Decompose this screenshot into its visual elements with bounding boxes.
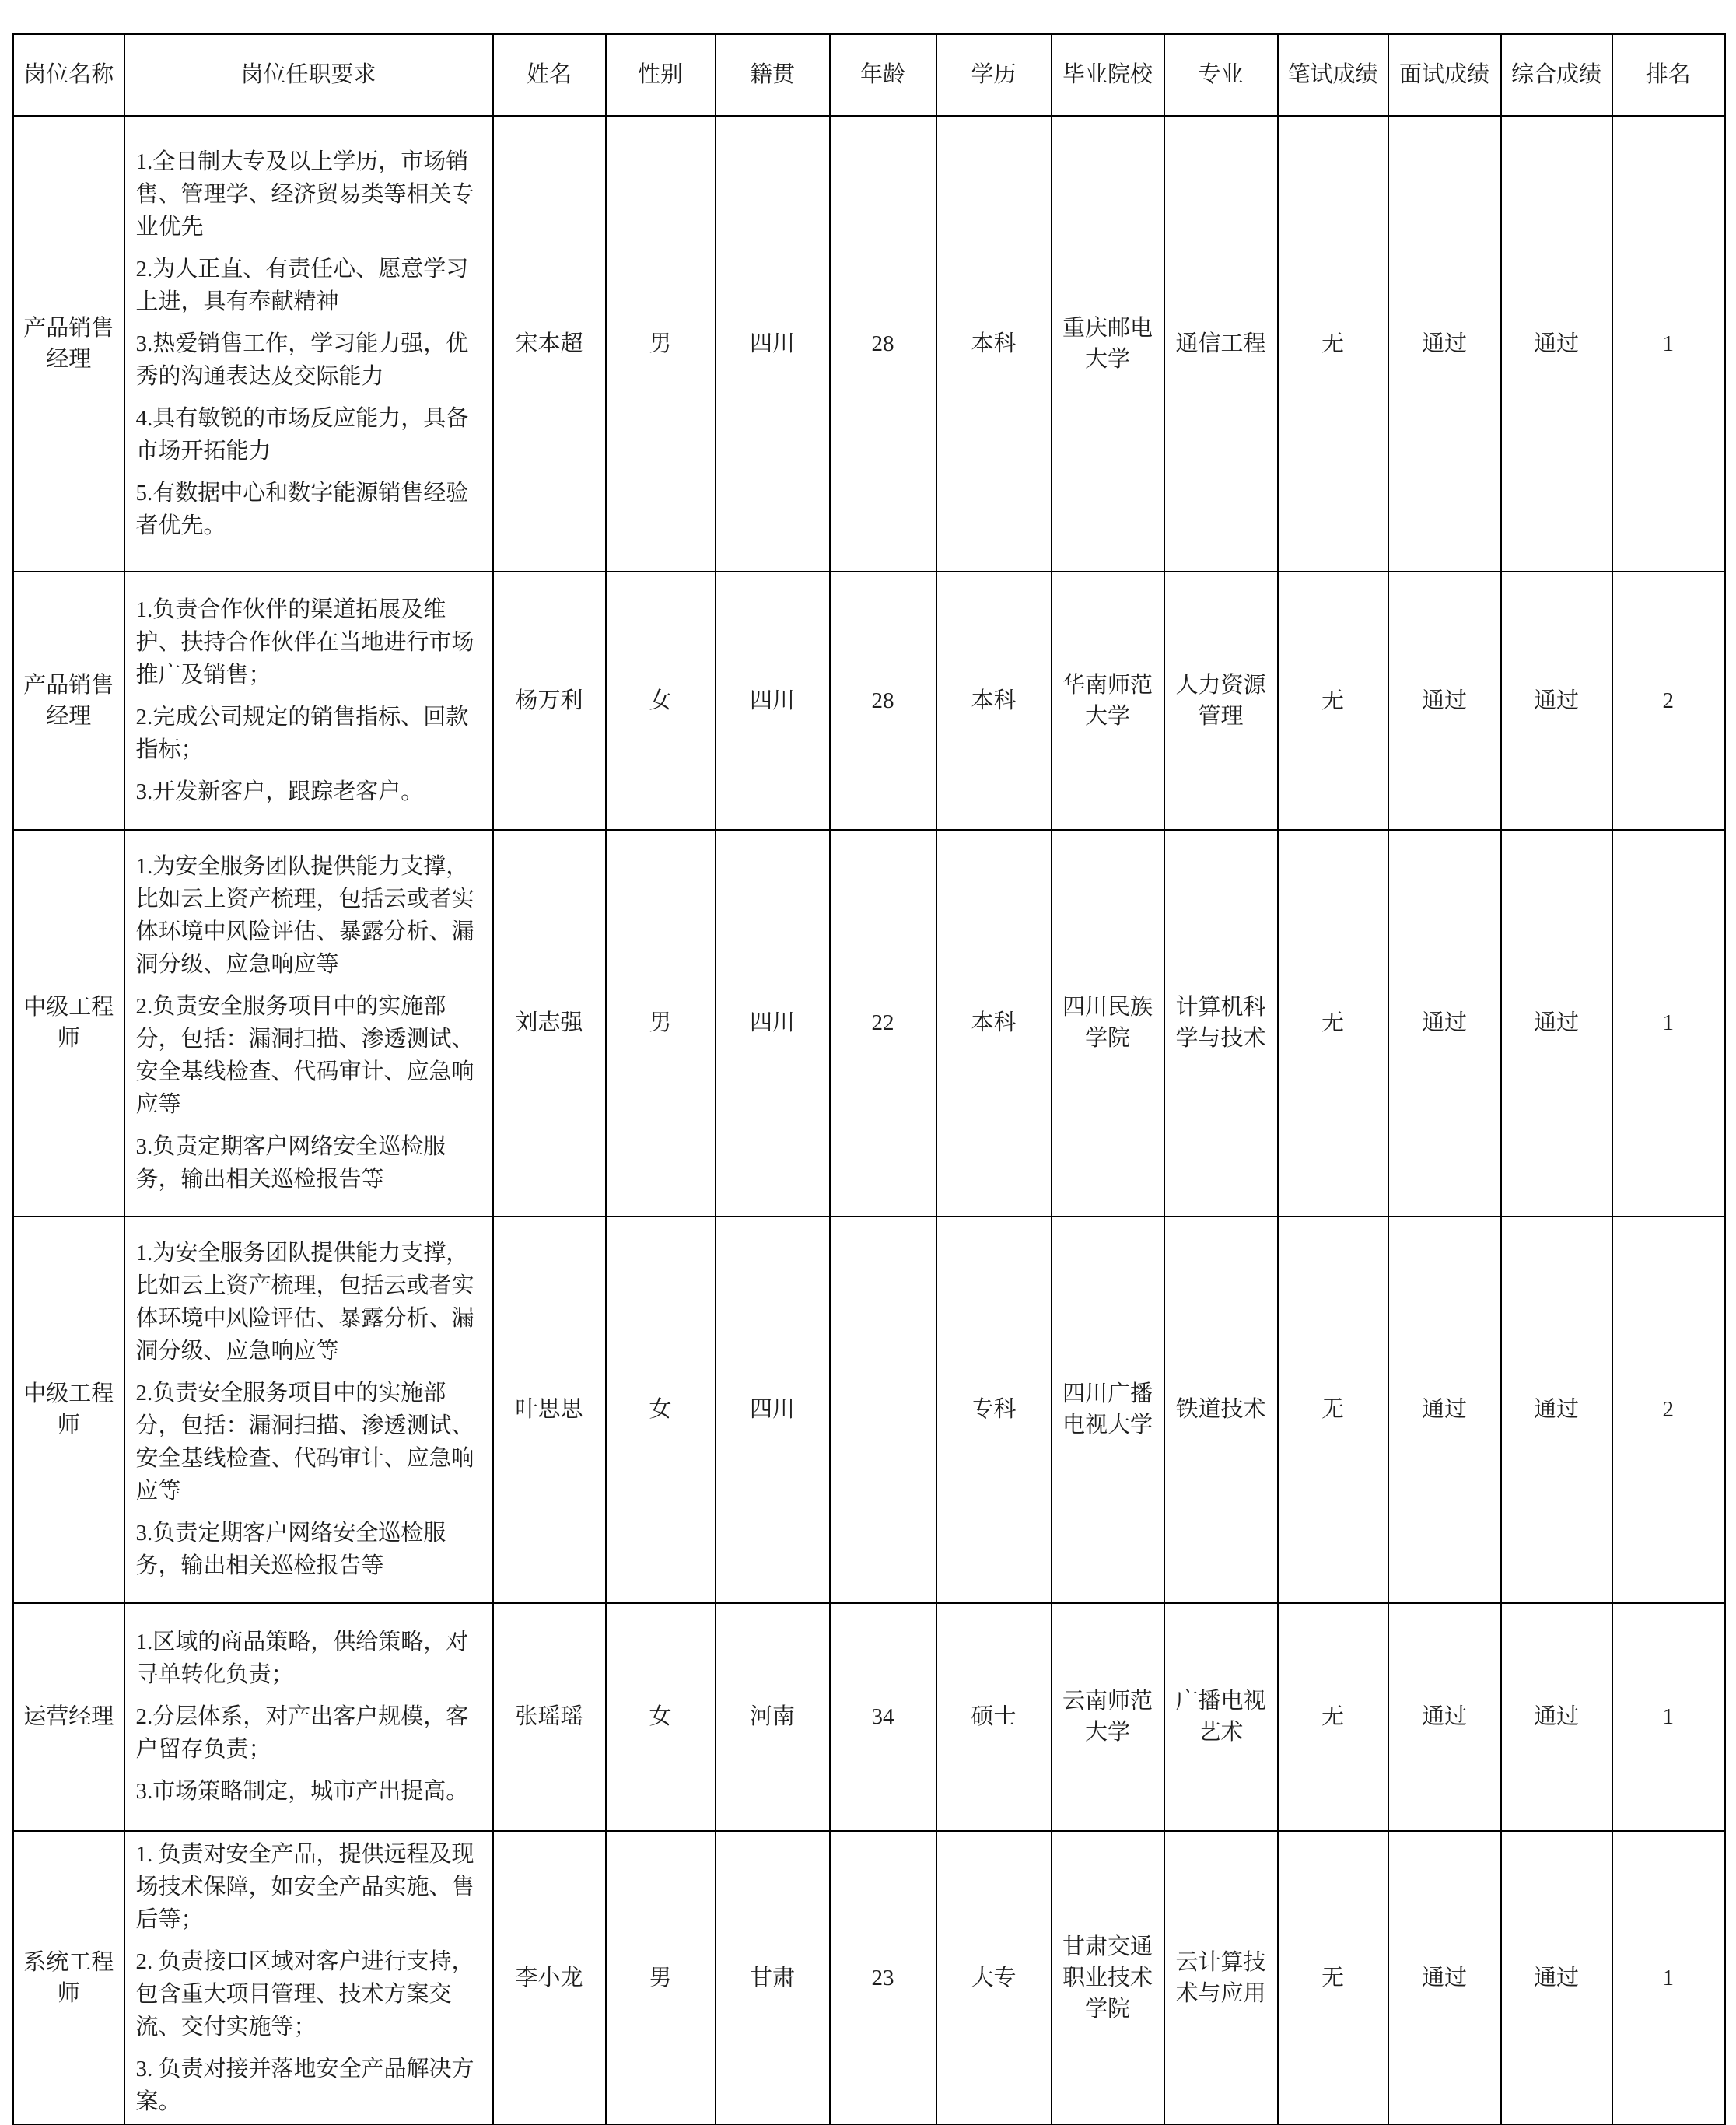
cell-requirements bbox=[124, 116, 493, 572]
cell-major: 计算机科学与技术 bbox=[1164, 830, 1278, 1217]
cell-hometown: 甘肃 bbox=[716, 1831, 830, 2125]
cell-gender: 男 bbox=[606, 830, 716, 1217]
requirement-item: 2. 负责接口区域对客户进行支持，包含重大项目管理、技术方案交流、交付实施等； bbox=[135, 1948, 474, 2039]
cell-rank: 1 bbox=[1612, 1831, 1725, 2125]
column-header: 性别 bbox=[606, 34, 716, 116]
cell-education: 本科 bbox=[936, 572, 1052, 830]
cell-position: 系统工程师 bbox=[13, 1831, 124, 2125]
cell-major: 人力资源管理 bbox=[1164, 572, 1278, 830]
cell-major: 铁道技术 bbox=[1164, 1217, 1278, 1603]
requirement-item: 3.负责定期客户网络安全巡检服务，输出相关巡检报告等 bbox=[135, 1521, 446, 1578]
cell-written-score: 无 bbox=[1278, 1217, 1388, 1603]
cell-position: 产品销售经理 bbox=[13, 572, 124, 830]
cell-rank: 2 bbox=[1612, 572, 1725, 830]
cell-position: 中级工程师 bbox=[13, 1217, 124, 1603]
cell-name: 张瑶瑶 bbox=[493, 1603, 606, 1831]
requirement-item: 3.负责定期客户网络安全巡检服务，输出相关巡检报告等 bbox=[135, 1134, 446, 1192]
requirement-item: 2.完成公司规定的销售指标、回款指标； bbox=[135, 704, 469, 762]
cell-gender: 女 bbox=[606, 1603, 716, 1831]
cell-gender: 男 bbox=[606, 116, 716, 572]
requirement-item: 4.具有敏锐的市场反应能力，具备市场开拓能力 bbox=[135, 405, 469, 464]
column-header: 岗位名称 bbox=[13, 34, 124, 116]
cell-name: 刘志强 bbox=[493, 830, 606, 1217]
cell-name: 李小龙 bbox=[493, 1831, 606, 2125]
cell-major: 云计算技术与应用 bbox=[1164, 1831, 1278, 2125]
table-row bbox=[13, 116, 1725, 572]
table-row bbox=[13, 1831, 1725, 2125]
requirement-item: 1.为安全服务团队提供能力支撑，比如云上资产梳理，包括云或者实体环境中风险评估、暴露分析、漏洞分级、应急响应等 bbox=[135, 1241, 474, 1364]
table-row bbox=[13, 1217, 1725, 1603]
cell-requirements bbox=[124, 1603, 493, 1831]
cell-education: 专科 bbox=[936, 1217, 1052, 1603]
column-header: 姓名 bbox=[493, 34, 606, 116]
cell-major: 广播电视艺术 bbox=[1164, 1603, 1278, 1831]
cell-rank: 1 bbox=[1612, 830, 1725, 1217]
cell-rank: 1 bbox=[1612, 1603, 1725, 1831]
cell-education: 硕士 bbox=[936, 1603, 1052, 1831]
recruitment-table bbox=[12, 33, 1726, 2125]
requirement-item: 1.负责合作伙伴的渠道拓展及维护、扶持合作伙伴在当地进行市场推广及销售； bbox=[135, 597, 474, 688]
cell-interview-score: 通过 bbox=[1388, 116, 1501, 572]
cell-school: 云南师范大学 bbox=[1052, 1603, 1164, 1831]
cell-overall-score: 通过 bbox=[1501, 830, 1612, 1217]
requirement-item: 2.为人正直、有责任心、愿意学习上进，具有奉献精神 bbox=[135, 256, 469, 314]
cell-overall-score: 通过 bbox=[1501, 116, 1612, 572]
cell-age: 28 bbox=[830, 572, 936, 830]
cell-written-score: 无 bbox=[1278, 116, 1388, 572]
column-header: 笔试成绩 bbox=[1278, 34, 1388, 116]
cell-school: 甘肃交通职业技术学院 bbox=[1052, 1831, 1164, 2125]
requirement-item: 3.热爱销售工作，学习能力强，优秀的沟通表达及交际能力 bbox=[135, 331, 469, 389]
cell-position: 中级工程师 bbox=[13, 830, 124, 1217]
cell-rank: 1 bbox=[1612, 116, 1725, 572]
cell-requirements bbox=[124, 1217, 493, 1603]
cell-overall-score: 通过 bbox=[1501, 1831, 1612, 2125]
table-body bbox=[13, 116, 1725, 2125]
table-row bbox=[13, 830, 1725, 1217]
cell-gender: 男 bbox=[606, 1831, 716, 2125]
cell-requirements bbox=[124, 830, 493, 1217]
requirement-item: 1. 负责对安全产品，提供远程及现场技术保障，如安全产品实施、售后等； bbox=[135, 1841, 474, 1932]
cell-school: 华南师范大学 bbox=[1052, 572, 1164, 830]
cell-age: 22 bbox=[830, 830, 936, 1217]
cell-age: 34 bbox=[830, 1603, 936, 1831]
cell-position: 运营经理 bbox=[13, 1603, 124, 1831]
cell-requirements bbox=[124, 1831, 493, 2125]
cell-interview-score: 通过 bbox=[1388, 572, 1501, 830]
cell-age bbox=[830, 1217, 936, 1603]
cell-interview-score: 通过 bbox=[1388, 1603, 1501, 1831]
column-header: 排名 bbox=[1612, 34, 1725, 116]
cell-gender: 女 bbox=[606, 1217, 716, 1603]
column-header: 学历 bbox=[936, 34, 1052, 116]
column-header: 年龄 bbox=[830, 34, 936, 116]
cell-hometown: 四川 bbox=[716, 572, 830, 830]
cell-education: 大专 bbox=[936, 1831, 1052, 2125]
column-header: 岗位任职要求 bbox=[124, 34, 493, 116]
column-header: 毕业院校 bbox=[1052, 34, 1164, 116]
table-row bbox=[13, 1603, 1725, 1831]
cell-name: 叶思思 bbox=[493, 1217, 606, 1603]
cell-school: 四川广播电视大学 bbox=[1052, 1217, 1164, 1603]
column-header: 专业 bbox=[1164, 34, 1278, 116]
cell-overall-score: 通过 bbox=[1501, 1603, 1612, 1831]
requirement-item: 2.负责安全服务项目中的实施部分，包括：漏洞扫描、渗透测试、安全基线检查、代码审计、应急响应等 bbox=[135, 1381, 474, 1504]
column-header: 籍贯 bbox=[716, 34, 830, 116]
column-header: 面试成绩 bbox=[1388, 34, 1501, 116]
cell-written-score: 无 bbox=[1278, 1831, 1388, 2125]
requirement-item: 2.负责安全服务项目中的实施部分，包括：漏洞扫描、渗透测试、安全基线检查、代码审计、应急响应等 bbox=[135, 994, 474, 1117]
cell-rank: 2 bbox=[1612, 1217, 1725, 1603]
table-header bbox=[13, 34, 1725, 116]
cell-name: 杨万利 bbox=[493, 572, 606, 830]
cell-education: 本科 bbox=[936, 830, 1052, 1217]
cell-hometown: 四川 bbox=[716, 116, 830, 572]
cell-name: 宋本超 bbox=[493, 116, 606, 572]
requirement-item: 1.全日制大专及以上学历，市场销售、管理学、经济贸易类等相关专业优先 bbox=[135, 149, 474, 240]
cell-hometown: 河南 bbox=[716, 1603, 830, 1831]
cell-overall-score: 通过 bbox=[1501, 1217, 1612, 1603]
cell-school: 重庆邮电大学 bbox=[1052, 116, 1164, 572]
cell-education: 本科 bbox=[936, 116, 1052, 572]
cell-hometown: 四川 bbox=[716, 1217, 830, 1603]
requirement-item: 3.开发新客户，跟踪老客户。 bbox=[135, 779, 424, 804]
cell-written-score: 无 bbox=[1278, 572, 1388, 830]
cell-interview-score: 通过 bbox=[1388, 1217, 1501, 1603]
requirement-item: 1.区域的商品策略，供给策略，对寻单转化负责； bbox=[135, 1630, 469, 1687]
requirement-item: 2.分层体系，对产出客户规模，客户留存负责； bbox=[135, 1704, 469, 1762]
requirement-item: 1.为安全服务团队提供能力支撑，比如云上资产梳理，包括云或者实体环境中风险评估、暴露分析、漏洞分级、应急响应等 bbox=[135, 854, 474, 977]
table-row bbox=[13, 572, 1725, 830]
cell-hometown: 四川 bbox=[716, 830, 830, 1217]
cell-major: 通信工程 bbox=[1164, 116, 1278, 572]
requirement-item: 3.市场策略制定，城市产出提高。 bbox=[135, 1779, 469, 1804]
cell-written-score: 无 bbox=[1278, 1603, 1388, 1831]
requirement-item: 3. 负责对接并落地安全产品解决方案。 bbox=[135, 2056, 474, 2114]
cell-age: 28 bbox=[830, 116, 936, 572]
cell-written-score: 无 bbox=[1278, 830, 1388, 1217]
cell-age: 23 bbox=[830, 1831, 936, 2125]
cell-school: 四川民族学院 bbox=[1052, 830, 1164, 1217]
cell-overall-score: 通过 bbox=[1501, 572, 1612, 830]
cell-gender: 女 bbox=[606, 572, 716, 830]
requirement-item: 5.有数据中心和数字能源销售经验者优先。 bbox=[135, 480, 469, 538]
cell-interview-score: 通过 bbox=[1388, 1831, 1501, 2125]
cell-requirements bbox=[124, 572, 493, 830]
cell-interview-score: 通过 bbox=[1388, 830, 1501, 1217]
column-header: 综合成绩 bbox=[1501, 34, 1612, 116]
header-row bbox=[13, 34, 1725, 116]
cell-position: 产品销售经理 bbox=[13, 116, 124, 572]
